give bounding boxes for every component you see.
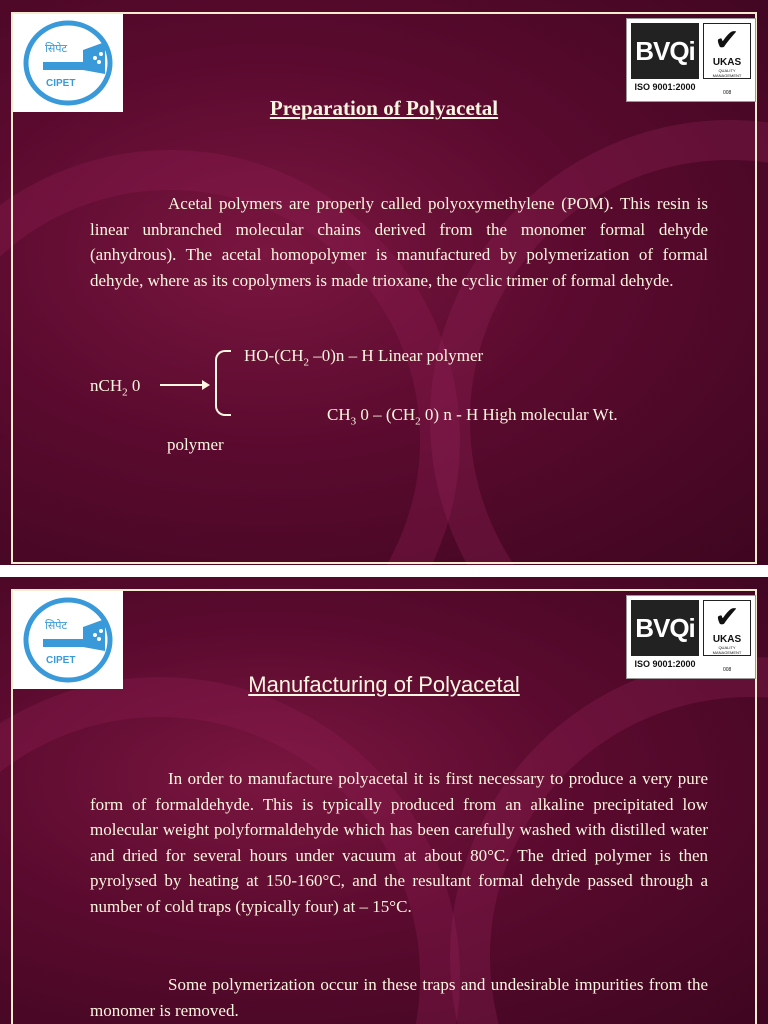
paragraph: Acetal polymers are properly called polyoxymethylene (POM). This resin is linear unbranched molecular chains derived from the monomer formal dehyde (anhydrous). The acetal homopolymer is manufactured by polymerization of formal dehyde, where as its copolymers is made trioxane, the cyclic trimer of formal dehyde. — [90, 194, 708, 290]
paragraph: Some polymerization occur in these traps and undesirable impurities from the monomer is removed. — [90, 975, 708, 1020]
iso-label: ISO 9001:2000 — [634, 659, 696, 669]
brace-icon — [215, 350, 231, 416]
cert-number: 008 — [723, 90, 732, 96]
slide-title: Manufacturing of Polyacetal — [248, 672, 520, 697]
svg-text:CIPET: CIPET — [46, 655, 76, 666]
product-high-mw: $CH_3$ $0 - (CH_2$ 0) n - H High molecular Wt. — [327, 405, 618, 428]
bvqi-logo: BVQi — [631, 23, 699, 79]
ukas-badge — [703, 23, 751, 79]
reactant: nCH$_2$ 0 — [90, 376, 141, 399]
ukas-badge — [703, 600, 751, 656]
certification-badge — [626, 595, 756, 679]
svg-text:सिपेट: सिपेट — [45, 619, 68, 632]
ukas-qm-line: QUALITY — [718, 68, 736, 73]
bvqi-logo: BVQi — [631, 600, 699, 656]
ukas-qm-line: QUALITY — [718, 645, 736, 650]
iso-label: ISO 9001:2000 — [634, 82, 696, 92]
ukas-qm-line: MANAGEMENT — [712, 73, 742, 78]
checkmark-icon: ✔ — [714, 600, 740, 635]
product-linear: $HO-(CH_2$ –0)n – H Linear polymer — [244, 346, 484, 369]
product-high-mw-tail: polymer — [167, 435, 224, 454]
ukas-label: UKAS — [712, 57, 742, 68]
cert-number: 008 — [723, 667, 732, 673]
certification-badge — [626, 18, 756, 102]
svg-text:CIPET: CIPET — [46, 78, 76, 89]
slide-gap — [0, 565, 768, 577]
svg-text:सिपेट: सिपेट — [45, 42, 68, 55]
ukas-label: UKAS — [712, 634, 742, 645]
checkmark-icon: ✔ — [714, 23, 740, 58]
ukas-qm-line: MANAGEMENT — [712, 650, 742, 655]
slide-title: Preparation of Polyacetal — [269, 96, 499, 120]
reaction-arrow-icon — [160, 384, 208, 386]
paragraph: In order to manufacture polyacetal it is first necessary to produce a very pure form of formaldehyde. This is typically produced from an alkaline precipitated low molecular weight polyformaldehyde which has been carefully washed with distilled water and dried for several hours under vacuum at about 80°C. The dried polymer is then pyrolysed by heating at 150-160°C, and the resultant formal dehyde passed through a number of cold traps (typically four) at – 15°C. — [90, 769, 708, 916]
